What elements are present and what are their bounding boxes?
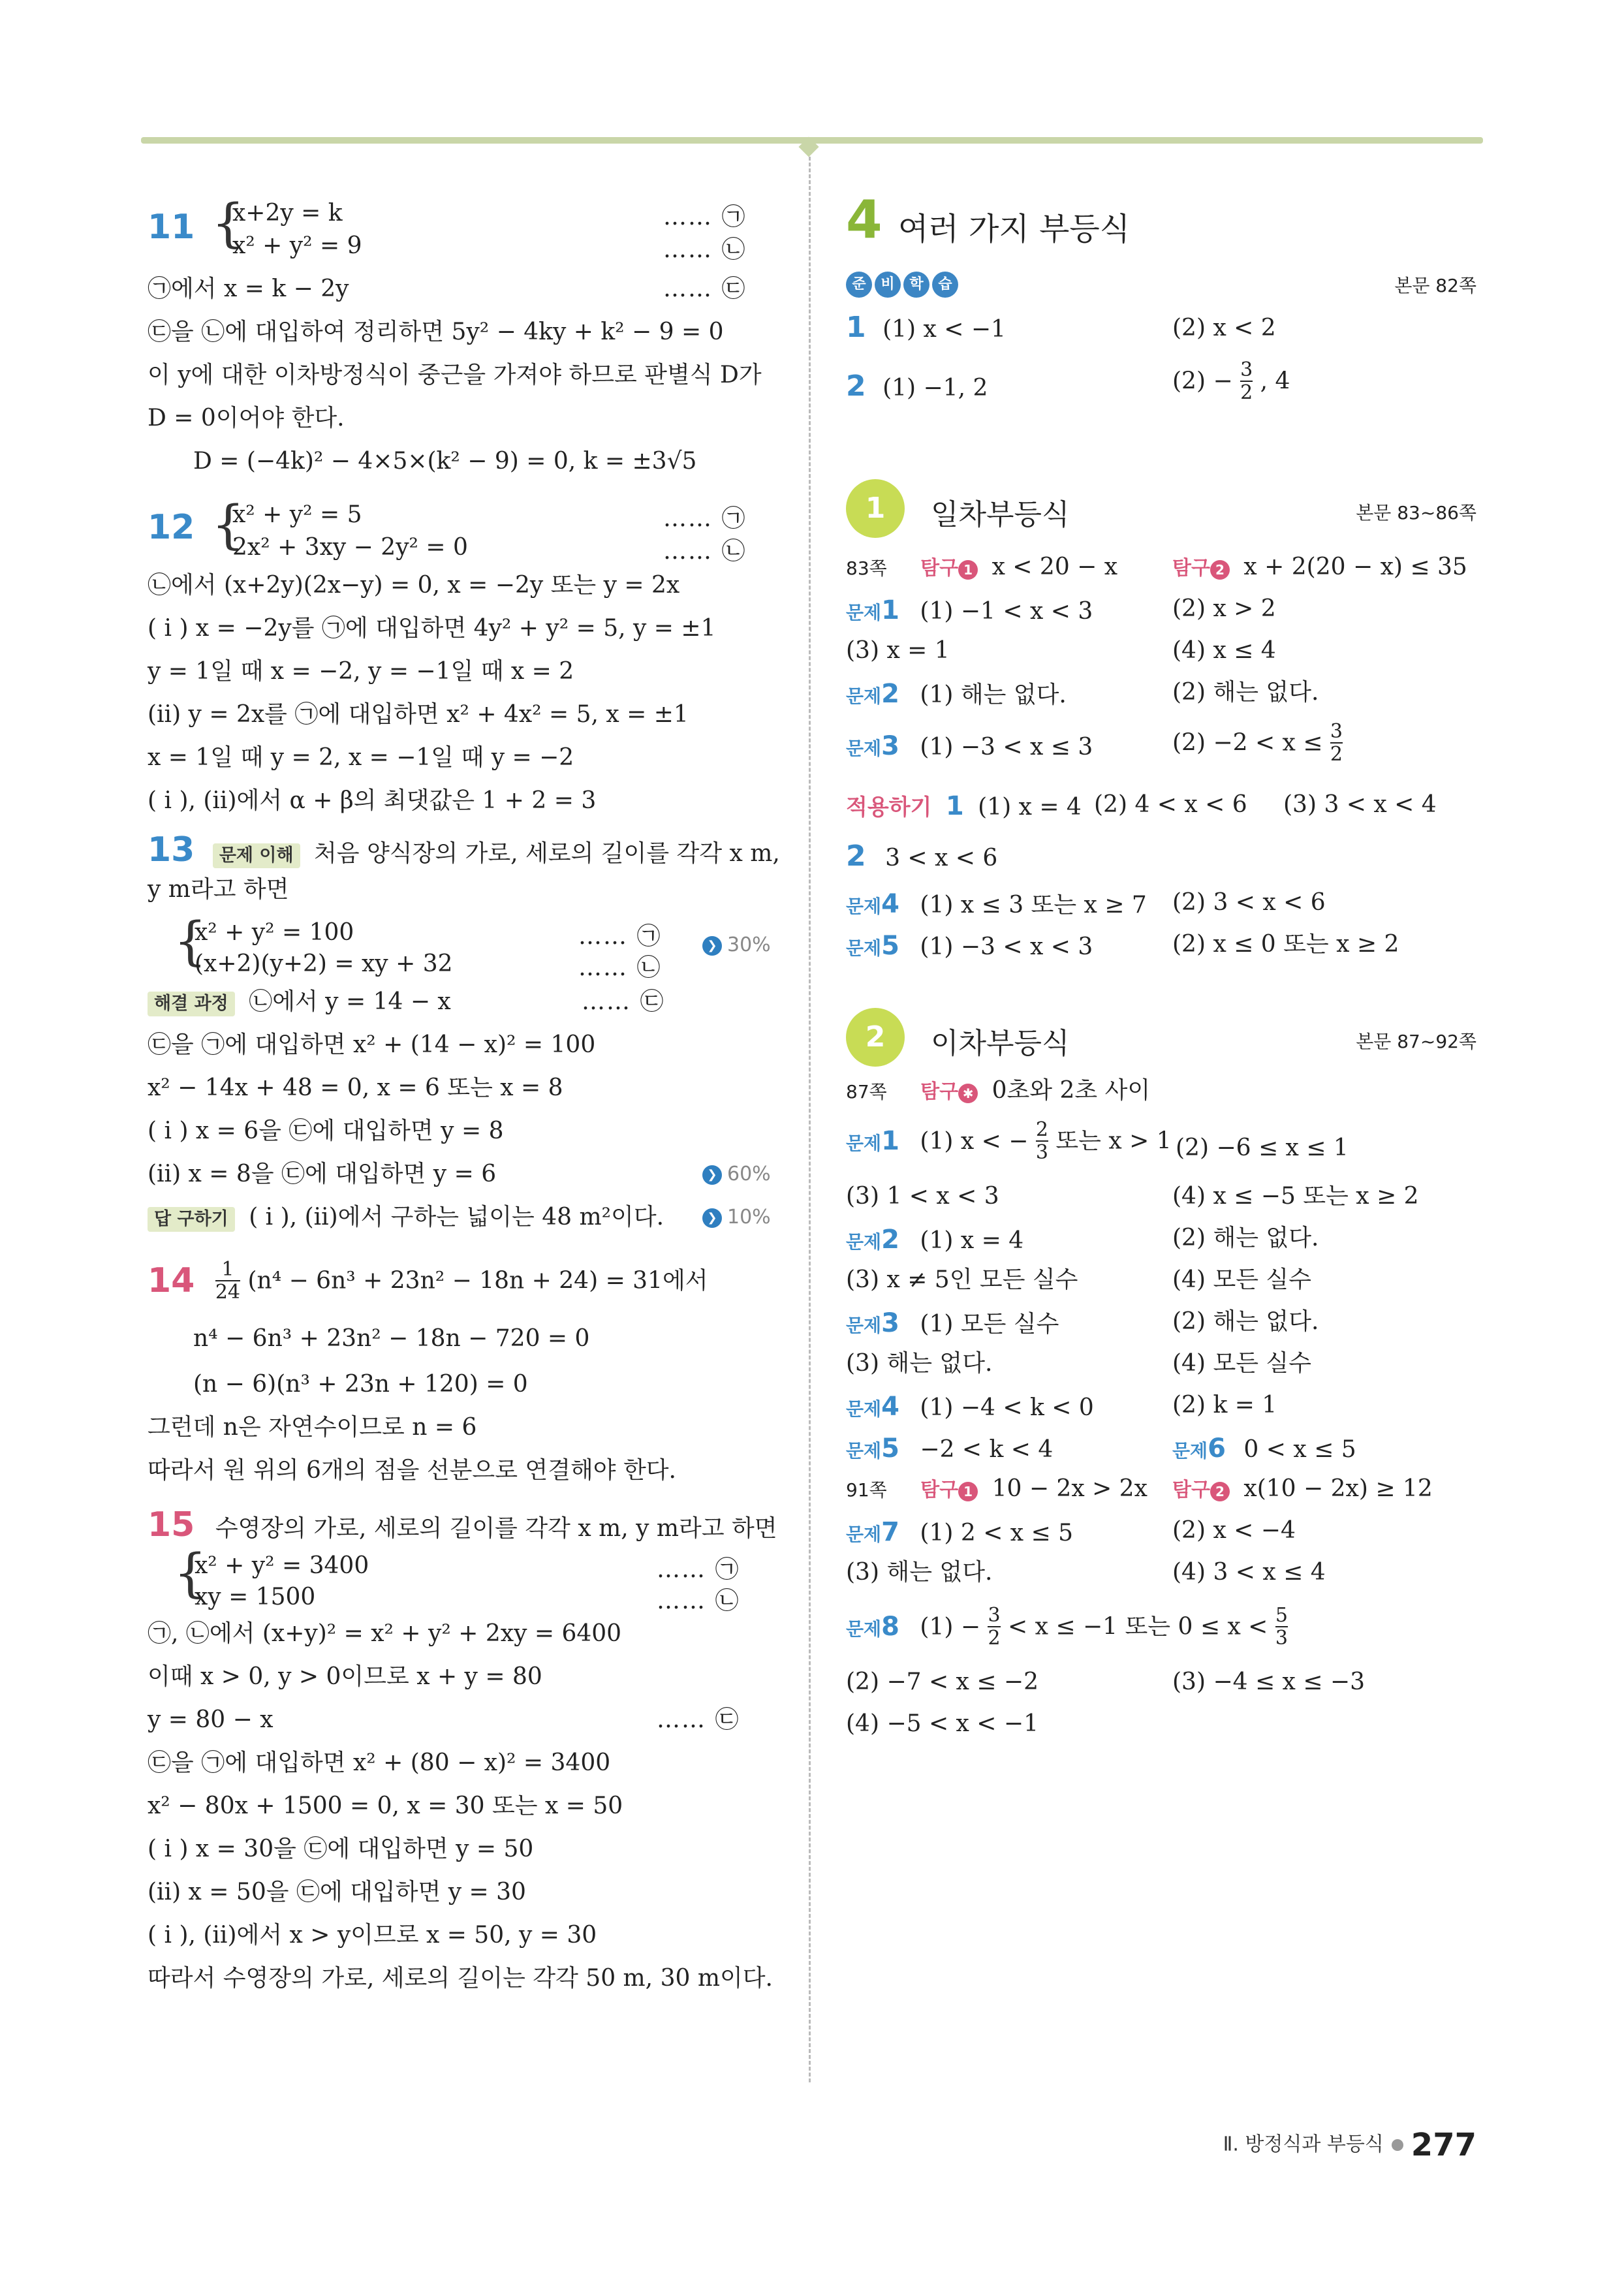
problem-13-system xyxy=(148,911,787,987)
chapter-label: Ⅱ. 방정식과 부등식 xyxy=(1223,2133,1384,2156)
apply-number: 1 xyxy=(945,791,964,821)
answer-row xyxy=(846,1349,1476,1390)
answer-b: (2) x < 2 xyxy=(1172,315,1276,341)
answer-a: (1) x < −1 xyxy=(882,316,1006,343)
problem-label-text: 문제 xyxy=(846,1398,882,1420)
problem-number: 12 xyxy=(148,508,195,547)
problem-label-num: 8 xyxy=(881,1612,899,1642)
problem-label xyxy=(846,931,899,961)
fraction-denominator: 2 xyxy=(988,1627,1001,1650)
answer-b: (2) k = 1 xyxy=(1172,1392,1277,1418)
answer-a-suffix: 또는 x > 1 xyxy=(1055,1127,1172,1155)
subsection-number: 2 xyxy=(846,1008,905,1067)
fraction-denominator: 3 xyxy=(1035,1141,1048,1164)
solution-line xyxy=(148,274,787,317)
answer-b: (2) −6 ≤ x ≤ 1 xyxy=(1176,1135,1349,1161)
exploration-text: 탐구 xyxy=(1172,1479,1210,1501)
solution-line: D = 0이어야 한다. xyxy=(148,405,345,431)
problem-label-num: 5 xyxy=(881,931,899,961)
apply-row xyxy=(846,790,1476,838)
solution-text: 처음 양식장의 가로, 세로의 길이를 각각 x m, xyxy=(314,840,780,867)
solution-text: (n⁴ − 6n³ + 23n² − 18n + 24) = 31에서 xyxy=(247,1267,708,1294)
problem-label-text: 문제 xyxy=(846,685,882,707)
problem-number: 15 xyxy=(148,1505,195,1544)
solution-line: y m라고 하면 xyxy=(148,876,289,903)
problem-13-header xyxy=(148,829,787,875)
answer-a: (3) x ≠ 5인 모든 실수 xyxy=(846,1266,1078,1293)
answer-row xyxy=(846,636,1476,678)
eq-mark: …… ㉠ xyxy=(663,505,747,532)
apply-row xyxy=(846,838,1476,888)
prep-chip: 학 xyxy=(903,272,929,298)
score-percent: ❯ 60% xyxy=(702,1162,771,1187)
problem-label xyxy=(846,1225,899,1255)
answer-row xyxy=(846,1558,1476,1605)
solution-line: x = 1일 때 y = 2, x = −1일 때 y = −2 xyxy=(148,744,574,771)
exploration-row xyxy=(846,1076,1476,1119)
problem-label xyxy=(846,1434,899,1464)
column-divider xyxy=(809,157,811,2082)
problem-label-num: 2 xyxy=(881,679,899,709)
system-brace: { xyxy=(211,193,245,253)
apply-number: 2 xyxy=(846,839,866,873)
solution-text: y = 80 − x xyxy=(148,1706,273,1733)
fraction-numerator: 5 xyxy=(1275,1604,1288,1627)
problem-label-num: 6 xyxy=(1208,1434,1226,1464)
problem-number: 11 xyxy=(148,208,195,247)
problem-label-text: 문제 xyxy=(846,1440,882,1462)
exploration-label xyxy=(920,1080,978,1103)
step-tag: 해결 과정 xyxy=(148,992,235,1016)
answer-row xyxy=(846,594,1476,636)
system-eq-1: x+2y = k xyxy=(232,200,343,227)
solution-line xyxy=(148,1705,787,1748)
answer-row xyxy=(846,1605,1476,1667)
problem-label-num: 1 xyxy=(881,1126,899,1156)
system-eq-1: x² + y² = 5 xyxy=(232,501,362,528)
solution-line: x² − 14x + 48 = 0, x = 6 또는 x = 8 xyxy=(148,1074,563,1101)
answer-number: 1 xyxy=(846,311,866,344)
problem-label xyxy=(846,889,899,919)
answer-b: (3) −4 ≤ x ≤ −3 xyxy=(1172,1669,1365,1695)
prep-chip: 비 xyxy=(875,272,901,298)
problem-label-num: 3 xyxy=(881,1308,899,1338)
answer-row xyxy=(846,1307,1476,1349)
problem-label xyxy=(1172,1434,1226,1464)
system-eq-1: x² + y² = 100 xyxy=(195,919,354,946)
answer-b: (4) x ≤ 4 xyxy=(1172,637,1276,664)
answer-b: (2) x < −4 xyxy=(1172,1517,1296,1544)
solution-text: ㉡에서 y = 14 − x xyxy=(249,988,451,1015)
solution-line: ( i ), (ii)에서 x > y이므로 x = 50, y = 30 xyxy=(148,1922,597,1949)
answer-a: (3) 해는 없다. xyxy=(846,1559,993,1586)
problem-label-text: 문제 xyxy=(846,1133,882,1154)
score-percent: ❯ 10% xyxy=(702,1205,771,1230)
subsection-title: 이차부등식 xyxy=(931,1027,1070,1060)
problem-number: 13 xyxy=(148,830,195,870)
answer-a: (1) −4 < k < 0 xyxy=(920,1394,1094,1421)
step-tag: 문제 이해 xyxy=(213,843,300,868)
exploration-value: 0초와 2초 사이 xyxy=(992,1077,1151,1104)
answer-b-suffix: , 4 xyxy=(1260,368,1290,395)
page-number: 277 xyxy=(1411,2127,1476,2163)
answer-row xyxy=(846,1265,1476,1307)
fraction-numerator: 1 xyxy=(221,1258,234,1281)
problem-12-system xyxy=(148,494,787,571)
problem-label-num: 2 xyxy=(881,1225,899,1255)
fraction-numerator: 3 xyxy=(1330,720,1343,743)
answer-b: (4) 3 < x ≤ 4 xyxy=(1172,1559,1326,1586)
solution-line: ㉢을 ㉡에 대입하여 정리하면 5y² − 4ky + k² − 9 = 0 xyxy=(148,319,724,345)
section-number: 4 xyxy=(846,189,882,250)
answer-a: (3) x = 1 xyxy=(846,637,950,664)
problem-label xyxy=(846,1126,899,1156)
answer-a: (1) 모든 실수 xyxy=(920,1311,1059,1338)
answer-row xyxy=(846,720,1476,790)
problem-11-system xyxy=(148,193,787,274)
system-brace: { xyxy=(174,1543,207,1603)
subsection-number: 1 xyxy=(846,479,905,538)
problem-label-text: 문제 xyxy=(846,1618,882,1640)
solution-line: (ii) y = 2x를 ㉠에 대입하면 x² + 4x² = 5, x = ±1 xyxy=(148,701,689,728)
exploration-text: 탐구 xyxy=(920,557,959,580)
fraction-denominator: 3 xyxy=(1275,1627,1288,1650)
problem-label xyxy=(846,679,899,709)
page-reference: 본문 82쪽 xyxy=(1394,275,1476,296)
solution-text: ㉠에서 x = k − 2y xyxy=(148,275,349,302)
problem-label-text: 문제 xyxy=(846,896,882,917)
exploration-2 xyxy=(1172,1474,1433,1503)
answer-b: (2) x > 2 xyxy=(1172,595,1276,622)
problem-label xyxy=(846,1517,899,1547)
prep-chips xyxy=(846,268,961,294)
fraction-numerator: 3 xyxy=(1240,358,1253,381)
solution-text: ( i ), (ii)에서 구하는 넓이는 48 m²이다. xyxy=(249,1204,664,1230)
solution-line: ㉢을 ㉠에 대입하면 x² + (14 − x)² = 100 xyxy=(148,1031,596,1058)
prep-chip: 준 xyxy=(846,272,872,298)
solution-line: 따라서 원 위의 6개의 점을 선분으로 연결해야 한다. xyxy=(148,1457,676,1484)
fraction xyxy=(1036,1119,1048,1163)
problem-label xyxy=(846,1612,899,1642)
solution-line: ㉠, ㉡에서 (x+y)² = x² + y² + 2xy = 6400 xyxy=(148,1620,622,1647)
answer-row xyxy=(846,888,1476,930)
problem-label-text: 문제 xyxy=(846,1524,882,1545)
exploration-label xyxy=(920,1479,978,1501)
eq-mark: …… ㉠ xyxy=(657,1556,740,1583)
subsection-title: 일차부등식 xyxy=(931,498,1070,531)
exploration-value: x(10 − 2x) ≥ 12 xyxy=(1243,1475,1433,1502)
page-reference: 본문 87~92쪽 xyxy=(1356,1031,1476,1052)
answer-value: 0 < x ≤ 5 xyxy=(1243,1436,1356,1463)
answer-a: (4) −5 < x < −1 xyxy=(846,1710,1038,1737)
solution-line xyxy=(148,1202,787,1259)
prep-chip: 습 xyxy=(932,272,958,298)
answer-b xyxy=(1172,1432,1356,1465)
answer-row xyxy=(846,930,1476,1008)
subsection-header xyxy=(846,479,1476,552)
answer-row xyxy=(846,678,1476,730)
exploration-2 xyxy=(1172,552,1467,582)
eq-mark: …… ㉢ xyxy=(582,988,665,1015)
solution-line: ( i ), (ii)에서 α + β의 최댓값은 1 + 2 = 3 xyxy=(148,787,597,814)
solution-line: ( i ) x = −2y를 ㉠에 대입하면 4y² + y² = 5, y = ±1 xyxy=(148,615,716,642)
problem-label xyxy=(846,1392,899,1422)
fraction xyxy=(1275,1605,1288,1649)
answer-row xyxy=(846,358,1476,479)
exploration-label xyxy=(1172,557,1230,580)
answer-a: (2) −7 < x ≤ −2 xyxy=(846,1669,1038,1695)
solution-text: (ii) x = 8을 ㉢에 대입하면 y = 6 xyxy=(148,1161,497,1187)
answer-c: (3) 3 < x < 4 xyxy=(1283,791,1437,818)
solution-line: ㉡에서 (x+2y)(2x−y) = 0, x = −2y 또는 y = 2x xyxy=(148,572,680,599)
problem-label-text: 문제 xyxy=(846,937,882,959)
answer-a: (1) x = 4 xyxy=(920,1227,1024,1254)
page-footer xyxy=(1223,2127,1476,2163)
eq-mark: …… ㉡ xyxy=(663,236,747,263)
exploration-value: 10 − 2x > 2x xyxy=(992,1475,1148,1502)
prep-header xyxy=(846,268,1476,309)
problem-15-system xyxy=(148,1543,787,1619)
answer-b: (2) 해는 없다. xyxy=(1172,1225,1319,1251)
problem-label xyxy=(846,595,899,625)
answer-number: 2 xyxy=(846,369,866,403)
problem-label-num: 1 xyxy=(881,595,899,625)
page-label: 91쪽 xyxy=(846,1479,887,1501)
page-reference: 본문 83~86쪽 xyxy=(1356,502,1476,524)
solution-line: (n − 6)(n³ + 23n + 120) = 0 xyxy=(193,1371,528,1398)
exploration-badge: 2 xyxy=(1210,1482,1230,1501)
exploration-badge: 1 xyxy=(958,1482,978,1501)
exploration-row xyxy=(846,1474,1476,1516)
fraction-numerator: 2 xyxy=(1035,1118,1048,1141)
eq-mark: …… ㉠ xyxy=(578,923,662,950)
eq-mark: …… ㉡ xyxy=(657,1588,740,1614)
system-eq-2: (x+2)(y+2) = xy + 32 xyxy=(195,950,453,977)
exploration-badge: 2 xyxy=(1210,560,1230,580)
answer-row xyxy=(846,1516,1476,1558)
answer-a: (1) −1 < x < 3 xyxy=(920,598,1093,625)
footer-dot xyxy=(1392,2139,1403,2151)
answer-a: (1) −3 < x ≤ 3 xyxy=(920,734,1093,760)
answer-row xyxy=(846,1709,1476,1751)
system-eq-2: xy = 1500 xyxy=(195,1584,316,1610)
answer-b xyxy=(1172,359,1290,403)
solution-line: (ii) x = 50을 ㉢에 대입하면 y = 30 xyxy=(148,1879,526,1905)
subsection-header xyxy=(846,1008,1476,1076)
solution-line: D = (−4k)² − 4×5×(k² − 9) = 0, k = ±3√5 xyxy=(193,448,697,475)
answer-a: (3) 1 < x < 3 xyxy=(846,1183,999,1210)
solution-line: 이때 x > 0, y > 0이므로 x + y = 80 xyxy=(148,1663,542,1690)
solution-line: 이 y에 대한 이차방정식이 중근을 가져야 하므로 판별식 D가 xyxy=(148,362,762,388)
exploration-value: x < 20 − x xyxy=(992,554,1118,580)
answer-b-prefix: (2) − xyxy=(1172,368,1233,395)
section-header xyxy=(846,189,1476,268)
answer-a: 3 < x < 6 xyxy=(885,845,998,871)
answer-b: (4) 모든 실수 xyxy=(1172,1266,1311,1293)
solution-line: y = 1일 때 x = −2, y = −1일 때 x = 2 xyxy=(148,658,574,685)
problem-label xyxy=(846,731,899,761)
system-brace: { xyxy=(174,911,207,971)
problem-label-num: 4 xyxy=(881,1392,899,1422)
exploration-value: x + 2(20 − x) ≤ 35 xyxy=(1243,554,1467,580)
right-column xyxy=(846,189,1476,1751)
fraction-denominator: 2 xyxy=(1240,381,1253,404)
problem-label-text: 문제 xyxy=(846,1231,882,1253)
answer-a: −2 < k < 4 xyxy=(920,1436,1054,1463)
problem-14-header xyxy=(148,1259,787,1324)
fraction xyxy=(1330,721,1343,765)
solution-line xyxy=(148,1159,787,1202)
eq-mark: …… ㉡ xyxy=(578,954,662,981)
answer-b: (2) x ≤ 0 또는 x ≥ 2 xyxy=(1172,931,1399,958)
answer-b-prefix: (2) −2 < x ≤ xyxy=(1172,729,1323,757)
eq-mark: …… ㉠ xyxy=(663,204,747,230)
answer-b: (2) 해는 없다. xyxy=(1172,679,1319,706)
problem-label-text: 문제 xyxy=(1172,1440,1208,1462)
solution-line: n⁴ − 6n³ + 23n² − 18n − 720 = 0 xyxy=(193,1325,590,1352)
system-eq-1: x² + y² = 3400 xyxy=(195,1552,369,1579)
eq-mark: …… ㉢ xyxy=(657,1706,740,1733)
answer-row xyxy=(846,1390,1476,1432)
answer-row xyxy=(846,1119,1476,1182)
answer-a: (3) 해는 없다. xyxy=(846,1350,993,1377)
exploration-text: 탐구 xyxy=(920,1080,959,1103)
answer-row xyxy=(846,1223,1476,1265)
answer-b: (4) 모든 실수 xyxy=(1172,1350,1311,1377)
fraction xyxy=(1240,359,1253,403)
solution-line: 그런데 n은 자연수이므로 n = 6 xyxy=(148,1414,477,1441)
problem-label-text: 문제 xyxy=(846,602,882,623)
answer-a-prefix: (1) − xyxy=(920,1613,981,1640)
fraction xyxy=(215,1259,240,1303)
answer-b: (2) 해는 없다. xyxy=(1172,1308,1319,1335)
answer-a: (1) −3 < x < 3 xyxy=(920,933,1093,960)
answer-a: (1) x = 4 xyxy=(978,794,1082,821)
exploration-text: 탐구 xyxy=(1172,557,1210,580)
solution-text: 수영장의 가로, 세로의 길이를 각각 x m, y m라고 하면 xyxy=(215,1515,777,1542)
exploration-text: 탐구 xyxy=(920,1479,959,1501)
solution-line: ㉢을 ㉠에 대입하면 x² + (80 − x)² = 3400 xyxy=(148,1749,611,1776)
fraction-denominator: 24 xyxy=(215,1281,241,1304)
system-eq-2: 2x² + 3xy − 2y² = 0 xyxy=(232,534,468,561)
answer-row xyxy=(846,1432,1476,1474)
answer-a-prefix: (1) x < − xyxy=(920,1127,1029,1155)
exploration-row xyxy=(846,552,1476,594)
answer-b xyxy=(1172,721,1343,765)
fraction xyxy=(988,1605,1000,1649)
score-percent: ❯ 30% xyxy=(702,933,771,956)
problem-number: 14 xyxy=(148,1261,195,1300)
solution-line: 따라서 수영장의 가로, 세로의 길이는 각각 50 m, 30 m이다. xyxy=(148,1965,773,1992)
eq-mark: …… ㉡ xyxy=(663,538,747,565)
page-label: 83쪽 xyxy=(846,557,887,579)
answer-a: (1) 해는 없다. xyxy=(920,682,1067,708)
left-column xyxy=(148,193,787,2007)
answer-a: (1) −1, 2 xyxy=(882,375,988,401)
problem-label-num: 3 xyxy=(881,731,899,761)
problem-label-text: 문제 xyxy=(846,1315,882,1336)
system-eq-2: x² + y² = 9 xyxy=(232,232,362,259)
problem-label-num: 7 xyxy=(881,1517,899,1547)
answer-a: (1) 2 < x ≤ 5 xyxy=(920,1520,1074,1546)
page-label: 87쪽 xyxy=(846,1081,887,1103)
problem-15-header xyxy=(148,1504,787,1547)
problem-label xyxy=(846,1308,899,1338)
apply-label: 적용하기 xyxy=(846,794,932,821)
solution-line: x² − 80x + 1500 = 0, x = 30 또는 x = 50 xyxy=(148,1793,623,1819)
eq-mark: …… ㉢ xyxy=(663,275,747,302)
exploration-badge: 1 xyxy=(958,560,978,580)
solution-line: ( i ) x = 30을 ㉢에 대입하면 y = 50 xyxy=(148,1836,534,1862)
answer-b: (4) x ≤ −5 또는 x ≥ 2 xyxy=(1172,1183,1419,1210)
answer-b: (2) 3 < x < 6 xyxy=(1172,889,1326,916)
solution-line xyxy=(148,987,787,1030)
solution-line: ( i ) x = 6을 ㉢에 대입하면 y = 8 xyxy=(148,1118,504,1144)
exploration-label xyxy=(1172,1479,1230,1501)
problem-label-num: 5 xyxy=(881,1434,899,1464)
fraction-numerator: 3 xyxy=(988,1604,1001,1627)
system-brace: { xyxy=(211,494,245,555)
problem-label-text: 문제 xyxy=(846,738,882,759)
exploration-label xyxy=(920,557,978,580)
section-title: 여러 가지 부등식 xyxy=(898,211,1131,247)
step-tag: 답 구하기 xyxy=(148,1207,235,1232)
exploration-badge: ✱ xyxy=(958,1084,978,1103)
fraction-denominator: 2 xyxy=(1330,743,1343,766)
problem-label-num: 4 xyxy=(881,889,899,919)
answer-a-middle: < x ≤ −1 또는 0 ≤ x < xyxy=(1008,1613,1268,1640)
answer-row xyxy=(846,1667,1476,1709)
answer-b: (2) 4 < x < 6 xyxy=(1094,791,1247,818)
answer-row xyxy=(846,309,1476,368)
answer-a: (1) x ≤ 3 또는 x ≥ 7 xyxy=(920,892,1147,918)
answer-row xyxy=(846,1182,1476,1223)
